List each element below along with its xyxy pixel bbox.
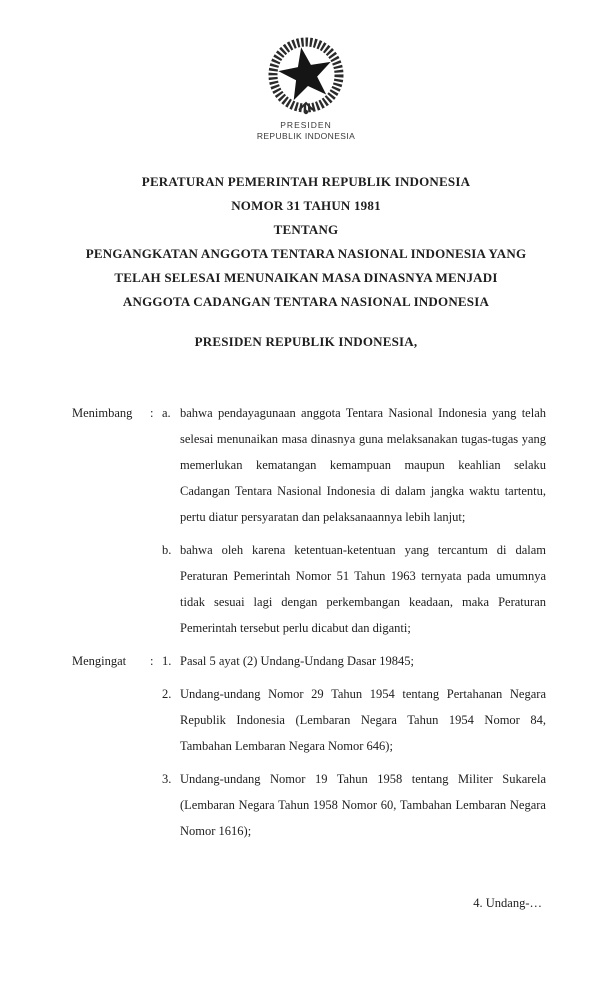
clause-label-empty <box>72 537 150 641</box>
clauses <box>0 400 612 844</box>
clause-colon: : <box>150 654 154 668</box>
title-line-peraturan: PERATURAN PEMERINTAH REPUBLIK INDONESIA <box>141 174 471 189</box>
title-line-subject-1: PENGANGKATAN ANGGOTA TENTARA NASIONAL INDONESIA YANG <box>85 246 527 261</box>
clause-text: bahwa oleh karena ketentuan-ketentuan yang tercantum di dalam Peraturan Pemerintah Nomor 51 Tahun 1963 ternyata pada umumnya tidak sesuai lagi dengan perkembangan keadaan, maka Peraturan Pemerintah tersebut perlu dicabut dan diganti; <box>180 543 546 635</box>
clause-row-menimbang-b <box>72 537 546 641</box>
clause-text: bahwa pendayagunaan anggota Tentara Nasional Indonesia yang telah selesai menunaikan masa dinasnya guna melaksanakan tugas-tugas yang memerlukan kematangan kemampuan maupun keahlian selaku Cadangan Tentara Nasional Indonesia di dalam jangka waktu tartentu, pertu diatur persyaratan dan pelaksanaannya lebih lanjut; <box>180 406 546 524</box>
clause-text: Undang-undang Nomor 29 Tahun 1954 tentang Pertahanan Negara Republik Indonesia (Lembaran Negara Tahun 1954 Nomor 84, Tambahan Lembaran Negara Nomor 646); <box>180 687 546 753</box>
clause-marker: b. <box>162 543 172 557</box>
clause-colon-empty <box>150 766 162 844</box>
letterhead-presiden: PRESIDEN <box>280 120 332 130</box>
clause-label-mengingat: Mengingat <box>72 654 127 668</box>
clause-row-mengingat-2 <box>72 681 546 759</box>
title-block <box>0 170 612 314</box>
clause-label-menimbang: Menimbang <box>72 406 133 420</box>
clause-row-menimbang-a <box>72 400 546 530</box>
clause-label-empty <box>72 681 150 759</box>
title-line-nomor: NOMOR 31 TAHUN 1981 <box>231 198 381 213</box>
catchword: 4. Undang-… <box>473 896 542 910</box>
clause-marker: 3. <box>162 772 172 786</box>
clause-colon: : <box>150 406 154 420</box>
letterhead <box>0 34 612 142</box>
clause-row-mengingat-1 <box>72 648 546 674</box>
clause-marker: 2. <box>162 687 172 701</box>
clause-colon-empty <box>150 537 162 641</box>
clause-row-mengingat-3 <box>72 766 546 844</box>
clause-text: Pasal 5 ayat (2) Undang-Undang Dasar 19845; <box>180 654 414 668</box>
title-line-tentang: TENTANG <box>273 222 339 237</box>
clause-label-empty <box>72 766 150 844</box>
title-line-subject-3: ANGGOTA CADANGAN TENTARA NASIONAL INDONESIA <box>122 294 490 309</box>
clause-text: Undang-undang Nomor 19 Tahun 1958 tentang Militer Sukarela (Lembaran Negara Tahun 1958 Nomor 60, Tambahan Lembaran Negara Nomor 1616); <box>180 772 546 838</box>
presidential-seal-icon <box>260 34 352 120</box>
letterhead-republik-indonesia: REPUBLIK INDONESIA <box>256 131 356 141</box>
clause-marker: a. <box>162 406 171 420</box>
presiden-heading: PRESIDEN REPUBLIK INDONESIA, <box>194 334 418 349</box>
clause-colon-empty <box>150 681 162 759</box>
clause-marker: 1. <box>162 654 172 668</box>
title-line-subject-2: TELAH SELESAI MENUNAIKAN MASA DINASNYA MENJADI <box>114 270 498 285</box>
